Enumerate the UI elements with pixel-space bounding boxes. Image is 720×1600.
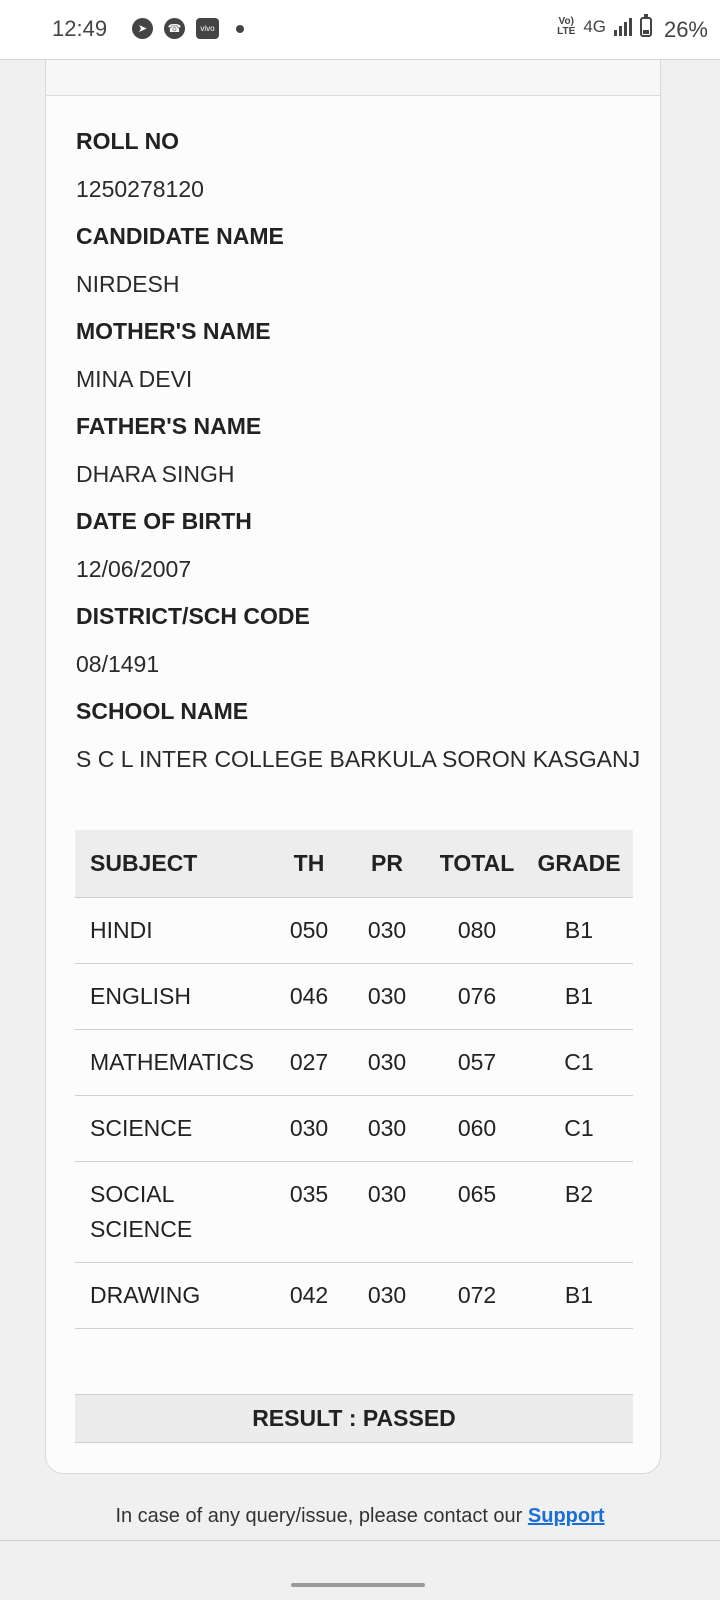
school-name-value: S C L INTER COLLEGE BARKULA SORON KASGANJ bbox=[76, 746, 641, 772]
father-name-label: FATHER'S NAME bbox=[76, 413, 262, 439]
support-footer bbox=[0, 1505, 720, 1528]
network-type: 4G bbox=[583, 17, 606, 36]
status-bar bbox=[0, 0, 720, 60]
support-link[interactable]: Support bbox=[527, 1505, 605, 1527]
header-total: TOTAL bbox=[429, 830, 525, 898]
school-name-label: SCHOOL NAME bbox=[76, 698, 249, 724]
result-card bbox=[45, 60, 661, 1474]
table-row bbox=[75, 964, 633, 1030]
vivo-icon bbox=[196, 18, 219, 39]
subject-cell: HINDI bbox=[75, 898, 273, 964]
more-notifications-dot-icon bbox=[236, 25, 244, 33]
grade-cell: C1 bbox=[525, 1096, 633, 1162]
phone-app-icon: ☎ bbox=[164, 18, 185, 39]
footer-text: In case of any query/issue, please contact our bbox=[115, 1505, 523, 1527]
district-code-label: DISTRICT/SCH CODE bbox=[76, 603, 310, 629]
total-cell: 072 bbox=[429, 1263, 525, 1329]
subject-cell: DRAWING bbox=[75, 1263, 273, 1329]
header-th: TH bbox=[273, 830, 345, 898]
grade-cell: B1 bbox=[525, 964, 633, 1030]
dob-value: 12/06/2007 bbox=[76, 556, 192, 582]
card-header bbox=[46, 60, 660, 96]
th-cell: 042 bbox=[273, 1263, 345, 1329]
result-status: RESULT : PASSED bbox=[75, 1394, 633, 1443]
subject-cell: SCIENCE bbox=[75, 1096, 273, 1162]
th-cell: 027 bbox=[273, 1030, 345, 1096]
total-cell: 076 bbox=[429, 964, 525, 1030]
header-subject: SUBJECT bbox=[75, 830, 273, 898]
subject-cell: MATHEMATICS bbox=[75, 1030, 273, 1096]
total-cell: 080 bbox=[429, 898, 525, 964]
table-row bbox=[75, 1162, 633, 1263]
student-info bbox=[76, 118, 641, 783]
vivo-icon-text: vivo bbox=[200, 24, 215, 33]
th-cell: 046 bbox=[273, 964, 345, 1030]
subject-cell: SOCIAL SCIENCE bbox=[75, 1162, 273, 1263]
table-row bbox=[75, 1030, 633, 1096]
total-cell: 065 bbox=[429, 1162, 525, 1263]
messenger-icon: ➤ bbox=[132, 18, 153, 39]
volte-bottom-text: LTE bbox=[557, 26, 576, 37]
header-pr: PR bbox=[345, 830, 429, 898]
grade-cell: B2 bbox=[525, 1162, 633, 1263]
th-cell: 035 bbox=[273, 1162, 345, 1263]
candidate-name-label: CANDIDATE NAME bbox=[76, 223, 284, 249]
table-row bbox=[75, 1096, 633, 1162]
marks-table bbox=[75, 830, 633, 1329]
table-header-row bbox=[75, 830, 633, 898]
pr-cell: 030 bbox=[345, 1030, 429, 1096]
roll-no-value: 1250278120 bbox=[76, 176, 204, 202]
mother-name-value: MINA DEVI bbox=[76, 366, 193, 392]
volte-icon bbox=[557, 17, 575, 37]
volte-top-text: Vo) bbox=[558, 16, 574, 27]
table-row bbox=[75, 1263, 633, 1329]
candidate-name-value: NIRDESH bbox=[76, 271, 180, 297]
status-indicators bbox=[557, 17, 652, 37]
mother-name-label: MOTHER'S NAME bbox=[76, 318, 271, 344]
battery-icon bbox=[640, 17, 652, 37]
pr-cell: 030 bbox=[345, 1162, 429, 1263]
subject-cell: ENGLISH bbox=[75, 964, 273, 1030]
home-indicator[interactable] bbox=[291, 1583, 425, 1587]
district-code-value: 08/1491 bbox=[76, 651, 160, 677]
divider bbox=[0, 1540, 720, 1541]
roll-no-label: ROLL NO bbox=[76, 128, 180, 154]
dob-label: DATE OF BIRTH bbox=[76, 508, 252, 534]
notification-icons bbox=[132, 18, 244, 39]
pr-cell: 030 bbox=[345, 1096, 429, 1162]
battery-percent: 26% bbox=[663, 17, 708, 42]
header-grade: GRADE bbox=[525, 830, 633, 898]
pr-cell: 030 bbox=[345, 1263, 429, 1329]
grade-cell: C1 bbox=[525, 1030, 633, 1096]
th-cell: 030 bbox=[273, 1096, 345, 1162]
pr-cell: 030 bbox=[345, 964, 429, 1030]
pr-cell: 030 bbox=[345, 898, 429, 964]
th-cell: 050 bbox=[273, 898, 345, 964]
father-name-value: DHARA SINGH bbox=[76, 461, 235, 487]
signal-icon bbox=[614, 18, 632, 36]
grade-cell: B1 bbox=[525, 898, 633, 964]
grade-cell: B1 bbox=[525, 1263, 633, 1329]
total-cell: 060 bbox=[429, 1096, 525, 1162]
status-time: 12:49 bbox=[52, 16, 108, 41]
total-cell: 057 bbox=[429, 1030, 525, 1096]
table-row bbox=[75, 898, 633, 964]
